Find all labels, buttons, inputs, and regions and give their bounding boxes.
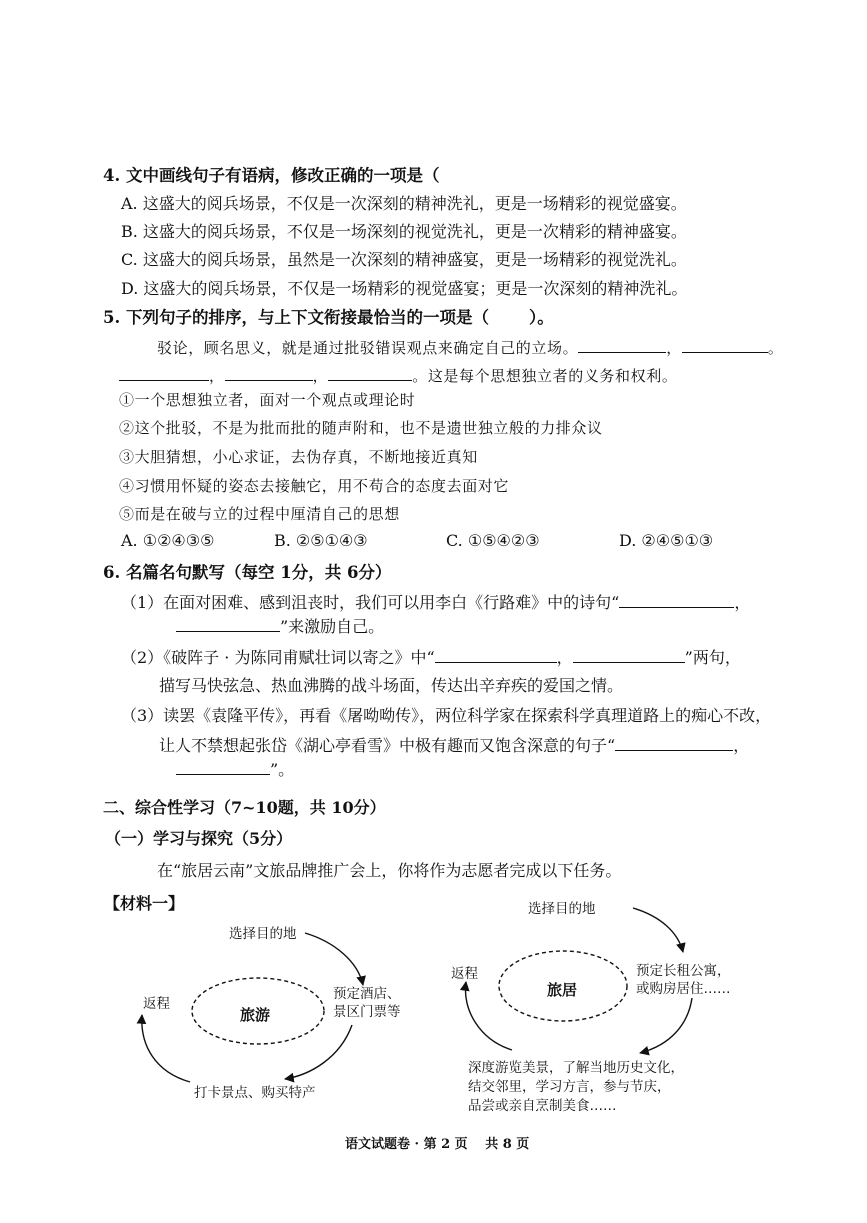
q5-passage-end: 。这是每个思想独立者的义务和权利。 bbox=[412, 367, 678, 385]
sojourn-bottom-label-2: 结交邻里，学习方言，参与节庆， bbox=[468, 1079, 671, 1095]
q5-comma-2: ， bbox=[209, 367, 225, 385]
page-footer: 语文试题卷 · 第 2 页 共 8 页 bbox=[345, 1137, 530, 1152]
travel-arrow-left bbox=[142, 1015, 190, 1082]
sojourn-bottom-label-1: 深度游览美景，了解当地历史文化， bbox=[468, 1060, 684, 1076]
travel-left-label: 返程 bbox=[143, 996, 170, 1012]
q5-choice-c: C. ①⑤④②③ bbox=[446, 531, 540, 550]
q4-option-c: C. 这盛大的阅兵场景，虽然是一次深刻的精神盛宴，更是一场精彩的视觉洗礼。 bbox=[121, 250, 687, 269]
q4-option-a: A. 这盛大的阅兵场景，不仅是一次深刻的精神洗礼，更是一场精彩的视觉盛宴。 bbox=[121, 194, 687, 213]
sojourn-left-label: 返程 bbox=[451, 966, 478, 982]
material-1-label: 【材料一】 bbox=[104, 894, 185, 913]
q6-item2-text: （2）《破阵子 · 为陈同甫赋壮词以寄之》中“ bbox=[121, 648, 435, 667]
q5-sentence-4: ④习惯用怀疑的姿态去接触它，用不苟合的态度去面对它 bbox=[119, 477, 510, 495]
q6-comma-2: ， bbox=[556, 648, 573, 667]
q6-stem: 6. 名篇名句默写（每空 1分，共 6分） bbox=[103, 563, 392, 582]
q6-item3-text: 让人不禁想起张岱《湖心亭看雪》中极有趣而又饱含深意的句子“ bbox=[159, 736, 616, 755]
travel-right-label-2: 景区门票等 bbox=[333, 1004, 401, 1020]
q4-stem: 4. 文中画线句子有语病，修改正确的一项是（ bbox=[103, 166, 440, 185]
sojourn-top-label: 选择目的地 bbox=[528, 901, 596, 917]
travel-arrow-bottom bbox=[285, 1025, 352, 1079]
q4-option-d: D. 这盛大的阅兵场景，不仅是一场精彩的视觉盛宴；更是一次深刻的精神洗礼。 bbox=[121, 279, 688, 298]
q5-sentence-3: ③大胆猜想，小心求证，去伪存真，不断地接近真知 bbox=[119, 448, 478, 466]
q5-comma-3: ， bbox=[312, 367, 329, 385]
q5-stem-text: 5. 下列句子的排序，与上下文衔接最恰当的一项是（ bbox=[103, 308, 489, 327]
sojourn-center-label: 旅居 bbox=[547, 981, 578, 999]
travel-arrow-top-right bbox=[305, 933, 363, 985]
q6-comma-3: ， bbox=[733, 736, 750, 755]
q5-stem-end: ）。 bbox=[528, 308, 554, 327]
q5-sentence-1: ①一个思想独立者，面对一个观点或理论时 bbox=[119, 391, 416, 409]
q6-item1-text: （1）在面对困难、感到沮丧时，我们可以用李白《行路难》中的诗句“ bbox=[121, 593, 620, 612]
q6-item2-end: ”两句， bbox=[684, 648, 741, 667]
sojourn-right-label-2: 或购房居住…… bbox=[636, 981, 731, 997]
sojourn-arrow-left bbox=[465, 982, 512, 1050]
travel-top-label: 选择目的地 bbox=[229, 926, 297, 942]
q4-option-b: B. 这盛大的阅兵场景，不仅是一场深刻的视觉洗礼，更是一次精彩的精神盛宴。 bbox=[121, 222, 687, 241]
q6-item2-line2: 描写马快弦急、热血沸腾的战斗场面，传达出辛弃疾的爱国之情。 bbox=[159, 676, 624, 695]
sojourn-bottom-label-3: 品尝或亲自烹制美食…… bbox=[468, 1098, 617, 1114]
travel-center-label: 旅游 bbox=[240, 1006, 271, 1024]
q5-passage-start: 驳论，顾名思义，就是通过批驳错误观点来确定自己的立场。 bbox=[157, 339, 579, 357]
q5-sentence-2: ②这个批驳，不是为批而批的随声附和，也不是遗世独立般的力排众议 bbox=[119, 419, 603, 437]
section2-sub1: （一）学习与探究（5分） bbox=[105, 829, 293, 848]
q6-comma-1: ， bbox=[734, 593, 751, 612]
section2-intro: 在“旅居云南”文旅品牌推广会上，你将作为志愿者完成以下任务。 bbox=[157, 861, 622, 880]
travel-bottom-label: 打卡景点、购买特产 bbox=[194, 1085, 316, 1101]
q6-item1-end: ”来激励自己。 bbox=[280, 617, 385, 636]
travel-right-label-1: 预定酒店、 bbox=[333, 986, 401, 1002]
q5-period-1: 。 bbox=[767, 339, 784, 357]
q5-sentence-5: ⑤而是在破与立的过程中厘清自己的思想 bbox=[119, 505, 400, 523]
sojourn-arrow-right-down bbox=[640, 998, 692, 1053]
section2-title: 二、综合性学习（7~10题，共 10分） bbox=[103, 798, 386, 817]
q5-comma-1: ， bbox=[666, 339, 682, 357]
q5-choice-b: B. ②⑤①④③ bbox=[274, 531, 368, 550]
q5-choice-d: D. ②④⑤①③ bbox=[619, 531, 714, 550]
q5-choice-a: A. ①②④③⑤ bbox=[121, 531, 215, 550]
sojourn-arrow-top-right bbox=[633, 908, 683, 952]
q6-item3-line1: （3）读罢《袁隆平传》，再看《屠呦呦传》，两位科学家在探索科学真理道路上的痴心不改， bbox=[121, 706, 772, 725]
sojourn-right-label-1: 预定长租公寓， bbox=[636, 963, 731, 979]
q6-item3-end: ”。 bbox=[270, 760, 295, 779]
